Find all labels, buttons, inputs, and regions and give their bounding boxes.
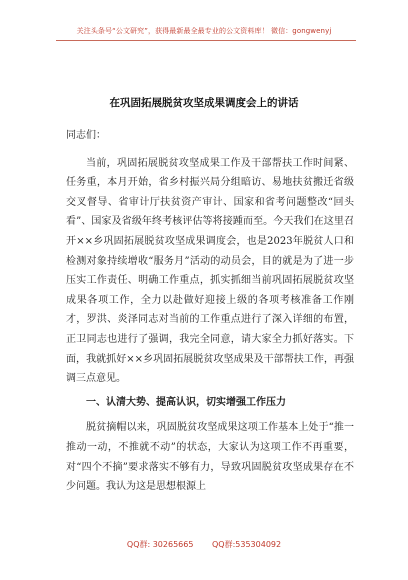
footer-qq-group-1: QQ群: 30265665 (126, 540, 194, 549)
footer (0, 539, 408, 550)
footer-qq-group-2: QQ群:535304092 (212, 540, 282, 549)
header-divider (56, 40, 356, 41)
paragraph-2: 脱贫摘帽以来，巩固脱贫攻坚成果这项工作基本上处于“推一推动一动，不推就不动”的状态，大家认为这项工作不再重要，对“四个不摘”要求落实不够有力，导致巩固脱贫攻坚成果存在不少问题。我认为这是思想根源上 (66, 422, 354, 493)
section-heading-1: 一、认清大势、提高认识，切实增强工作压力 (86, 396, 286, 408)
document-body (66, 126, 354, 497)
document-title: 在巩固拓展脱贫攻坚成果调度会上的讲话 (109, 97, 299, 109)
header-banner: 关注头条号“公文研究”，获得最新最全最专业的公文资料库！ 微信：gongwenyj (76, 27, 332, 35)
salutation: 同志们： (66, 130, 106, 141)
paragraph-1: 当前，巩固拓展脱贫攻坚成果工作及干部帮扶工作时间紧、任务重，本月开始，省乡村振兴局分组暗访、易地扶贫搬迁省级交叉督导、省审计厅扶贫资产审计、国家和省考问题整改“回头看”、国家及省级年终考核评估等将接踵而至。今天我们在这里召开××乡巩固拓展脱贫攻坚成果调度会，也是2023年脱贫人口和检测对象持续增收“服务月”活动的动员会，目的就是为了进一步压实工作责任、明确工作重点，抓实抓细当前巩固拓展脱贫攻坚成果各项工作，全力以赴做好迎接上级的各项考核准备工作刚才，罗洪、炎泽同志对当前的工作重点进行了深入详细的布置，正卫同志也进行了强调，我完全同意，请大家全力抓好落实。下面，我就抓好××乡巩固拓展脱贫攻坚成果及干部帮扶工作，再强调三点意见。 (66, 157, 354, 385)
